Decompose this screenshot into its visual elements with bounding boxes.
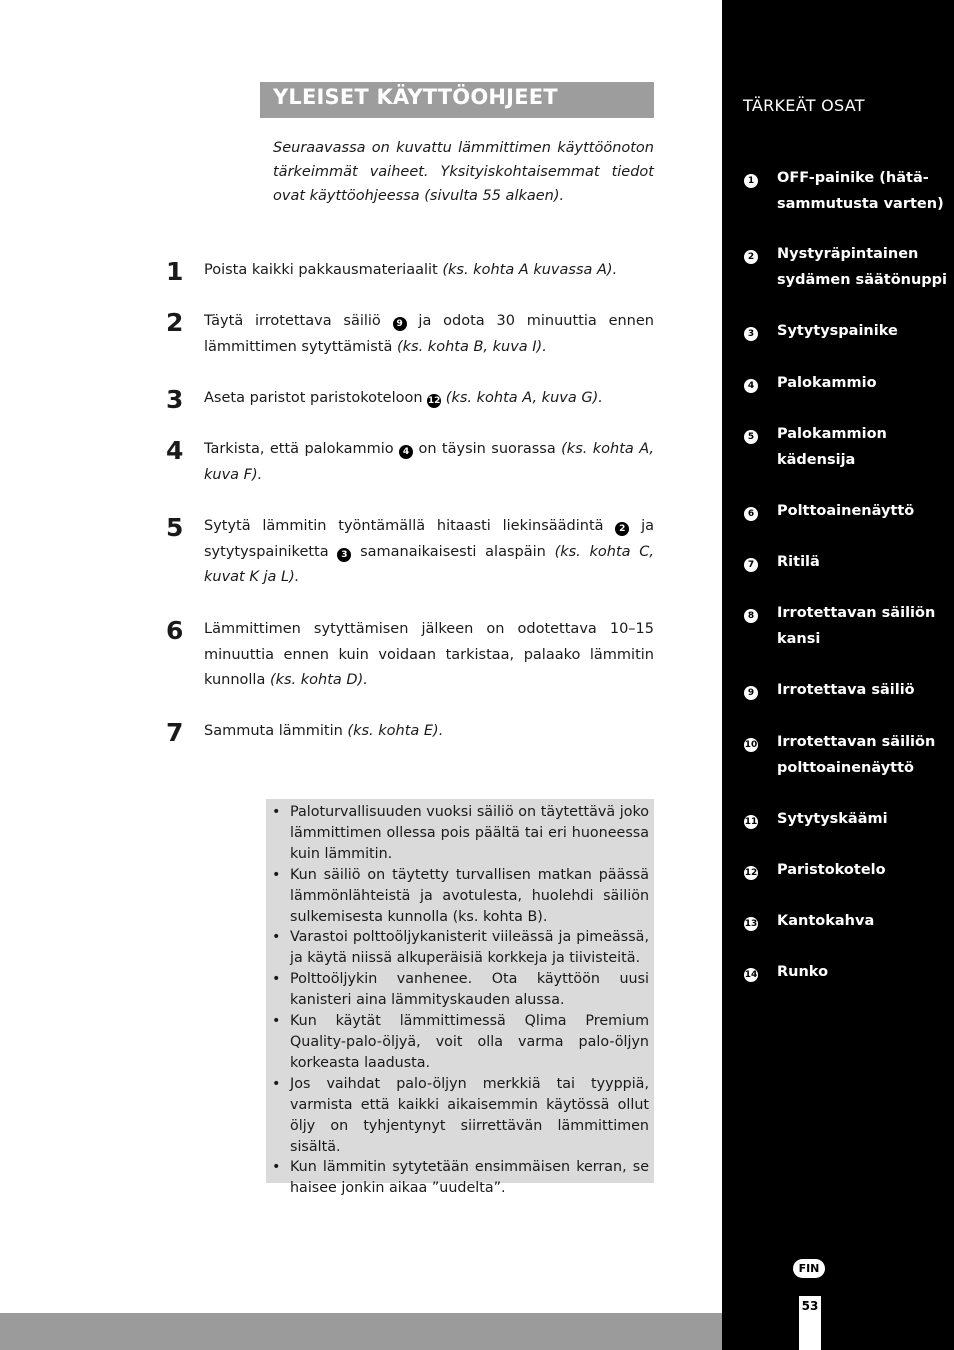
part-number-icon: 10 — [744, 738, 758, 752]
bullet-icon: • — [272, 929, 281, 946]
note-item — [271, 802, 649, 865]
parts-sidebar — [722, 0, 954, 1350]
step-text-run: ja sytytyspainiketta — [204, 518, 654, 560]
step-text-run: ja odota 30 minuuttia ennen lämmittimen sytyttämistä — [204, 313, 654, 355]
bullet-icon: • — [272, 971, 281, 988]
step-text-run: Täytä irrotettava säiliö — [204, 313, 393, 329]
part-reference-icon: 3 — [337, 548, 351, 562]
part-number-icon: 1 — [744, 174, 758, 188]
bullet-icon: • — [272, 1159, 281, 1176]
part-number-icon: 13 — [744, 917, 758, 931]
part-label: Irrotettavan säiliön polttoainenäyttö — [777, 734, 936, 776]
step-number: 4 — [166, 436, 184, 465]
note-text: Kun lämmitin sytytetään ensimmäisen kerran, se haisee jonkin aikaa ”uudelta”. — [290, 1159, 649, 1197]
step-text-run: Aseta paristot paristokoteloon — [204, 390, 428, 406]
sidebar-title: TÄRKEÄT OSAT — [743, 96, 865, 115]
intro-paragraph: Seuraavassa on kuvattu lämmittimen käyttöönoton tärkeimmät vaiheet. Yksityiskohtaisemmat tiedot ovat käyttöohjeessa (sivulta 55 alkaen). — [273, 140, 654, 204]
figure-reference: (ks. kohta A kuvassa A). — [442, 262, 618, 278]
part-reference-icon: 2 — [615, 522, 629, 536]
note-text: Paloturvallisuuden vuoksi säiliö on täytettävä joko lämmittimen ollessa pois päältä tai eri huoneessa kuin lämmitin. — [290, 804, 649, 862]
step-text-run: samanaikaisesti alaspäin — [351, 543, 555, 560]
note-item — [271, 1011, 649, 1074]
part-label: Sytytyskäämi — [777, 811, 888, 827]
note-item — [271, 865, 649, 928]
part-label: Nystyräpintainen sydämen säätönuppi — [777, 246, 948, 288]
language-badge: FIN — [793, 1259, 825, 1278]
step-text — [204, 386, 654, 412]
section-heading-bar — [260, 82, 654, 118]
figure-reference: (ks. kohta B, kuva I). — [396, 338, 547, 355]
step-text-run: on täysin suorassa — [413, 441, 562, 457]
step-text-run: Tarkista, että palokammio — [204, 441, 400, 457]
part-number-icon: 4 — [744, 379, 758, 393]
part-number-icon: 7 — [744, 558, 758, 572]
figure-reference: (ks. kohta C, kuvat K ja L). — [204, 543, 655, 586]
note-text: Jos vaihdat palo-öljyn merkkiä tai tyyppiä, varmista että kaikki aikaisemmin käytössä ollut öljy on tyhjentynyt siirrettävän lämmittimen sisältä. — [290, 1075, 649, 1155]
figure-reference: (ks. kohta D). — [269, 672, 368, 689]
part-label: Paristokotelo — [777, 862, 886, 878]
step-text — [204, 437, 654, 488]
note-item — [271, 927, 649, 969]
part-number-icon: 3 — [744, 327, 758, 341]
safety-notes-box — [266, 799, 654, 1197]
part-label: Kantokahva — [777, 913, 875, 929]
footer-bar — [0, 1313, 722, 1350]
note-item — [271, 969, 649, 1011]
step-number: 6 — [166, 616, 184, 645]
part-reference-icon: 12 — [427, 396, 441, 406]
part-number-icon: 14 — [744, 968, 758, 982]
part-number-icon: 8 — [744, 609, 758, 623]
part-label: Palokammio — [777, 375, 877, 391]
step-number: 3 — [166, 385, 184, 414]
part-reference-icon: 4 — [399, 445, 413, 459]
part-label: Runko — [777, 964, 829, 980]
note-text: Kun säiliö on täytetty turvallisen matkan päässä lämmönlähteistä ja avotulesta, huolehdi säiliön sulkemisesta kunnolla (ks. kohta B). — [290, 866, 649, 925]
part-label: Polttoainenäyttö — [777, 503, 915, 519]
step-text — [204, 514, 654, 591]
figure-reference: (ks. kohta A, kuva G). — [445, 390, 603, 406]
figure-reference: (ks. kohta E). — [347, 723, 444, 739]
part-number-icon: 11 — [744, 815, 758, 829]
step-text-run: Lämmittimen sytyttämisen jälkeen on odotettava 10–15 minuuttia ennen kuin voidaan tarkistaa, palaako lämmitin kunnolla — [204, 621, 654, 689]
step-number: 2 — [166, 308, 184, 337]
part-number-icon: 2 — [744, 250, 758, 264]
safety-notes-list — [271, 802, 649, 1199]
part-number-icon: 12 — [744, 866, 758, 880]
part-label: Ritilä — [777, 554, 820, 570]
step-number: 5 — [166, 513, 184, 542]
step-number: 7 — [166, 718, 184, 747]
step-text-run: Poista kaikki pakkausmateriaalit — [204, 262, 443, 278]
bullet-icon: • — [272, 804, 281, 820]
part-label: OFF-painike (hätä-sammutusta varten) — [777, 170, 944, 212]
step-text — [204, 719, 654, 745]
note-text: Polttoöljykin vanhenee. Ota käyttöön uusi kanisteri aina lämmityskauden alussa. — [290, 971, 649, 1009]
part-number-icon: 5 — [744, 430, 758, 444]
step-number: 1 — [166, 257, 184, 286]
bullet-icon: • — [272, 866, 281, 883]
note-item — [271, 1074, 649, 1158]
figure-reference: (ks. kohta A, kuva F). — [204, 441, 655, 483]
part-label: Palokammion kädensija — [777, 426, 887, 468]
step-text — [204, 309, 654, 360]
note-text: Kun käytät lämmittimessä Qlima Premium Quality-palo-öljyä, voit olla varma palo-öljyn korkeasta laadusta. — [290, 1013, 649, 1071]
step-text-run: Sammuta lämmitin — [204, 723, 348, 739]
part-label: Sytytyspainike — [777, 323, 898, 339]
part-reference-icon: 9 — [393, 317, 407, 331]
step-text — [204, 617, 654, 694]
bullet-icon: • — [272, 1013, 281, 1030]
part-label: Irrotettava säiliö — [777, 682, 915, 698]
bullet-icon: • — [272, 1075, 281, 1092]
part-number-icon: 9 — [744, 686, 758, 700]
step-text-run: Sytytä lämmitin työntämällä hitaasti liekinsäädintä — [204, 518, 616, 534]
part-number-icon: 6 — [744, 507, 758, 521]
part-label: Irrotettavan säiliön kansi — [777, 605, 936, 647]
page-title: YLEISET KÄYTTÖOHJEET — [273, 85, 558, 109]
note-text: Varastoi polttoöljykanisterit viileässä ja pimeässä, ja käytä niissä alkuperäisiä korkkeja ja tiivisteitä. — [290, 929, 649, 967]
page-number: 53 — [799, 1296, 821, 1350]
step-text — [204, 258, 654, 284]
note-item — [271, 1157, 649, 1199]
